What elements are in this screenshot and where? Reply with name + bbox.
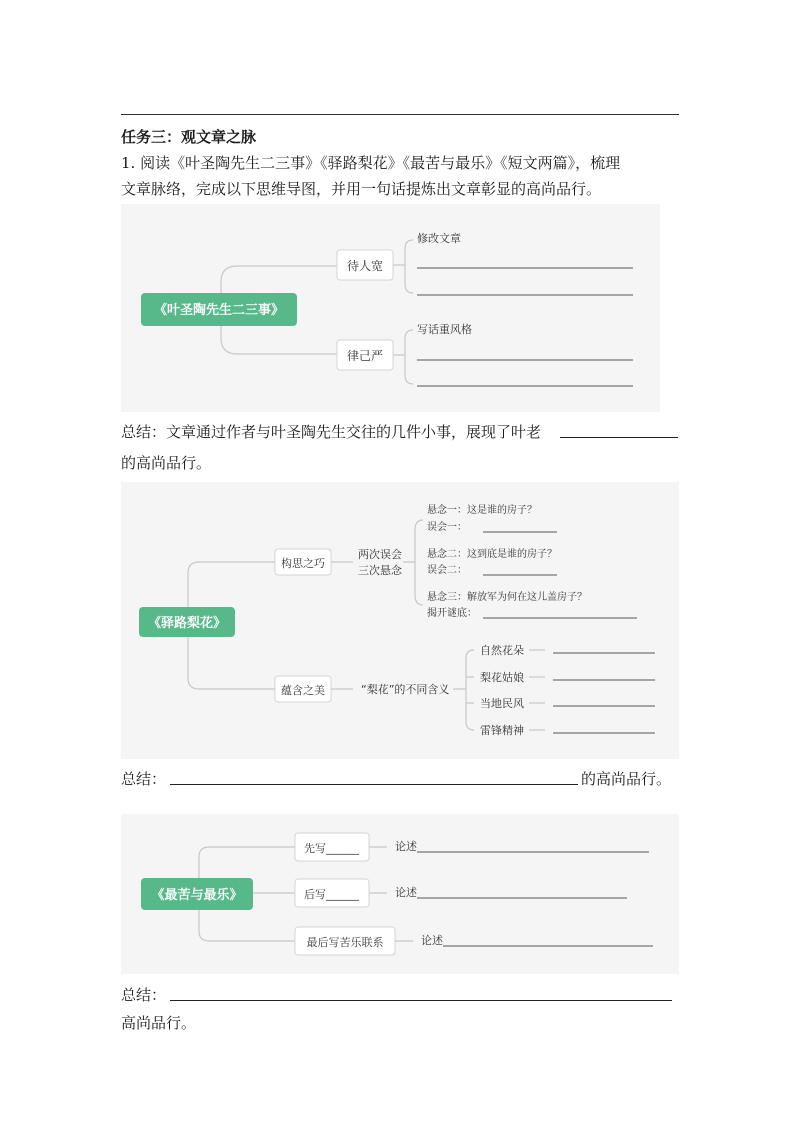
summary-2-blank[interactable] <box>170 784 578 785</box>
map2-root-label: 《驿路梨花》 <box>147 616 227 631</box>
map1-leaf-2: 写话重风格 <box>417 323 472 336</box>
summary-3-prefix: 总结： <box>121 986 167 1004</box>
summary-3-blank[interactable] <box>170 1000 672 1001</box>
map2-leaf-3: 悬念二：这到底是谁的房子？ <box>427 549 557 560</box>
map1-leaf-1: 修改文章 <box>417 232 461 245</box>
map2-leaf-1: 悬念一：这是谁的房子？ <box>427 505 537 516</box>
top-rule <box>121 114 679 115</box>
map2-mid-1: 两次误会 <box>358 548 402 561</box>
mindmap-yilu-lihua <box>121 482 679 759</box>
summary-2-suffix: 的高尚品行。 <box>581 770 672 788</box>
map2-mid: “梨花”的不同含义 <box>361 683 450 696</box>
question-line-1: 1. 阅读《叶圣陶先生二三事》《驿路梨花》《最苦与最乐》《短文两篇》，梳理 <box>121 154 621 172</box>
map3-leaf-3: 论述 <box>421 934 443 947</box>
summary-1-blank[interactable] <box>560 437 678 438</box>
map3-root-label: 《最苦与最乐》 <box>151 888 243 903</box>
map2-leaf-8: 梨花姑娘 <box>480 671 524 684</box>
summary-2-prefix: 总结： <box>121 770 167 788</box>
map3-leaf-2: 论述 <box>395 886 417 899</box>
map2-leaf-5: 悬念三：解放军为何在这儿盖房子？ <box>427 592 587 603</box>
map1-root-label: 《叶圣陶先生二三事》 <box>153 303 285 318</box>
map2-branch-1-label: 构思之巧 <box>281 557 325 570</box>
map2-mid-2: 三次悬念 <box>358 564 402 577</box>
map3-branch-2-label: 后写______ <box>304 888 359 901</box>
map3-branch-1-label: 先写______ <box>304 842 359 855</box>
map3-branch-3-label: 最后写苦乐联系 <box>306 936 384 949</box>
map2-leaf-2: 误会一： <box>427 522 467 533</box>
map2-leaf-10: 雷锋精神 <box>480 724 524 737</box>
map2-leaf-6: 揭开谜底： <box>427 608 477 619</box>
map1-branch-1-label: 待人宽 <box>346 259 384 273</box>
mindmap-ye-shengtao <box>121 204 660 412</box>
task-title: 任务三：观文章之脉 <box>121 128 257 146</box>
map2-leaf-4: 误会二： <box>427 565 467 576</box>
map1-branch-2-label: 律己严 <box>346 349 384 363</box>
map2-branch-2-label: 蕴含之美 <box>281 684 325 697</box>
mindmap-zuiku-yu-zuile <box>121 814 679 974</box>
question-line-2: 文章脉络，完成以下思维导图，并用一句话提炼出文章彰显的高尚品行。 <box>121 180 602 198</box>
summary-1-suffix: 的高尚品行。 <box>121 454 212 472</box>
summary-3-suffix: 高尚品行。 <box>121 1014 197 1032</box>
map2-leaf-9: 当地民风 <box>480 697 524 710</box>
map2-leaf-7: 自然花朵 <box>480 644 524 657</box>
summary-1-prefix: 总结：文章通过作者与叶圣陶先生交往的几件小事，展现了叶老 <box>121 423 542 441</box>
map3-leaf-1: 论述 <box>395 840 417 853</box>
